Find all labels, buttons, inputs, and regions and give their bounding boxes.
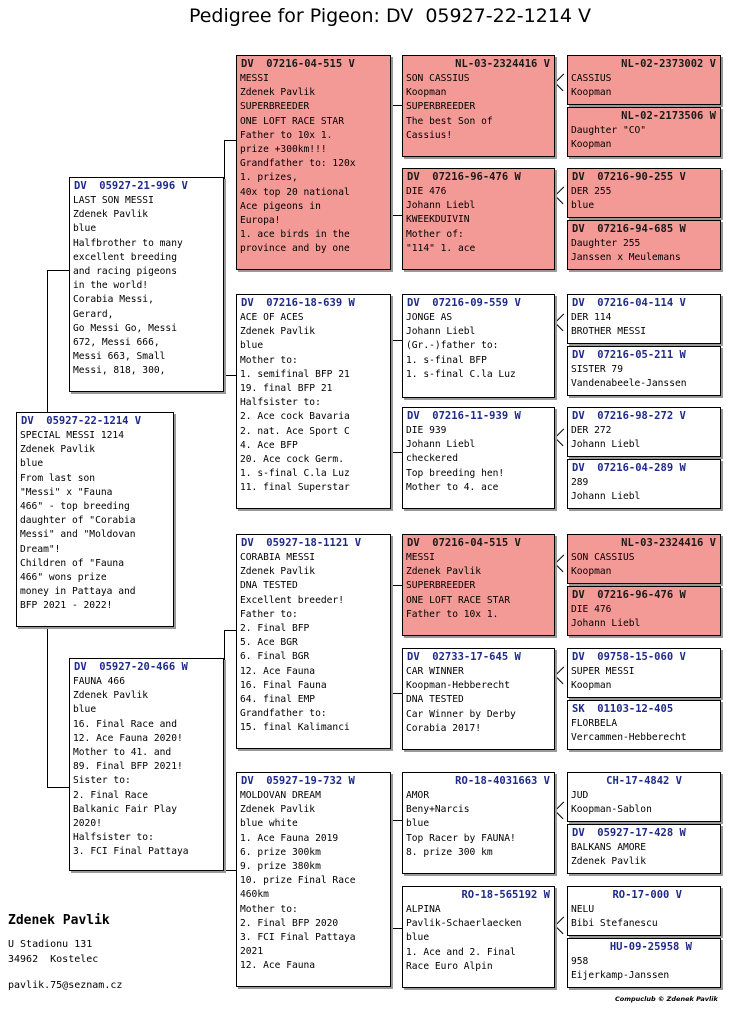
pigeon-info: AMOR Beny+Narcis blue Top Racer by FAUNA! 8. prize 300 km xyxy=(406,790,516,858)
connector-line xyxy=(224,140,236,141)
dam-card[interactable] xyxy=(69,658,224,871)
pigeon-info: LAST SON MESSI Zdenek Pavlik blue Halfbrother to many excellent breeding and racing pigeons in the world! Corabia Messi, Gerard, Go Messi Go, Messi 672, Messi 666, Messi 663, Small Messi, 818, 300, xyxy=(73,195,183,377)
connector-line xyxy=(554,437,563,446)
connector-line xyxy=(390,215,402,216)
connector-line xyxy=(554,322,563,331)
ring-number: DV 07216-04-289 W xyxy=(572,462,686,474)
pigeon-info: DER 255 blue xyxy=(571,186,612,212)
ggg-card-g2a[interactable] xyxy=(567,168,721,218)
connector-line xyxy=(390,340,402,341)
connector-line xyxy=(47,270,69,271)
ggg-card-g5b[interactable] xyxy=(567,586,721,636)
ring-number: DV 05927-22-1214 V xyxy=(21,415,142,427)
pigeon-info: BALKANS AMORE Zdenek Pavlik xyxy=(571,842,647,868)
ggg-card-g2b[interactable] xyxy=(567,220,721,270)
pigeon-info: Daughter 255 Janssen x Meulemans xyxy=(571,238,681,264)
ring-number: HU-09-25958 W xyxy=(609,941,692,953)
connector-line xyxy=(224,375,236,376)
pigeon-info: Daughter "CO" Koopman xyxy=(571,125,647,151)
sire-card[interactable] xyxy=(69,177,224,392)
connector-line xyxy=(47,787,69,788)
pigeon-info: MESSI Zdenek Pavlik SUPERBREEDER ONE LOFT RACE STAR Father to 10x 1. prize +300km!!! Grandfather to: 120x 1. prizes, 40x top 20 national Ace pigeons in Europa! 1. ace birds in the province and by one xyxy=(240,73,356,255)
ring-number: RO-17-000 V xyxy=(612,889,682,901)
ggg-card-g6b[interactable] xyxy=(567,700,721,750)
ring-number: DV 07216-96-476 W xyxy=(407,171,521,183)
ggg-card-g7b[interactable] xyxy=(567,824,721,874)
pigeon-info: SISTER 79 Vandenabeele-Janssen xyxy=(571,364,687,390)
connector-line xyxy=(390,820,402,821)
pigeon-info: SON CASSIUS Koopman SUPERBREEDER The best Son of Cassius! xyxy=(406,73,493,141)
pigeon-info: DER 114 BROTHER MESSI xyxy=(571,312,647,338)
pigeon-info: DIE 939 Johann Liebl checkered Top breeding hen! Mother to 4. ace xyxy=(406,425,505,493)
ring-number: DV 07216-18-639 W xyxy=(241,297,355,309)
connector-line xyxy=(554,195,563,204)
ggg-card-g5a[interactable] xyxy=(567,534,721,584)
connector-line xyxy=(224,870,236,871)
connector-line xyxy=(555,802,564,811)
pigeon-info: JUD Koopman-Sablon xyxy=(571,790,652,816)
ring-number: DV 05927-18-1121 V xyxy=(241,537,362,549)
ring-number: NL-02-2173506 W xyxy=(621,110,716,122)
ggg-card-g7a[interactable] xyxy=(567,772,721,822)
great-grandparent-card-ssd[interactable] xyxy=(402,168,555,270)
ring-number: DV 07216-04-114 V xyxy=(572,297,686,309)
ggg-card-g4a[interactable] xyxy=(567,407,721,457)
connector-line xyxy=(555,555,564,564)
connector-line xyxy=(555,429,564,438)
ring-number: DV 05927-17-428 W xyxy=(572,827,686,839)
pigeon-info: DIE 476 Johann Liebl xyxy=(571,604,641,630)
great-grandparent-card-ddd[interactable] xyxy=(402,886,555,988)
ring-number: DV 07216-96-476 W xyxy=(572,589,686,601)
ring-number: DV 05927-21-996 V xyxy=(74,180,188,192)
connector-line xyxy=(555,187,564,196)
connector-line xyxy=(224,140,225,375)
connector-line xyxy=(47,270,48,412)
ggg-card-g1b[interactable] xyxy=(567,107,721,157)
ring-number: CH-17-4842 V xyxy=(606,775,682,787)
ring-number: NL-02-2373002 V xyxy=(621,58,716,70)
pigeon-info: SON CASSIUS Koopman xyxy=(571,552,635,578)
pigeon-info: 958 Eijerkamp-Janssen xyxy=(571,956,670,982)
ring-number: DV 07216-98-272 V xyxy=(572,410,686,422)
ring-number: DV 07216-94-685 W xyxy=(572,223,686,235)
connector-line xyxy=(554,563,563,572)
pigeon-info: FLORBELA Vercammen-Hebberecht xyxy=(571,718,687,744)
great-grandparent-card-sdd[interactable] xyxy=(402,407,555,509)
connector-line xyxy=(390,105,402,106)
ggg-card-g3a[interactable] xyxy=(567,294,721,344)
pigeon-info: DIE 476 Johann Liebl KWEEKDUIVIN Mother of: "114" 1. ace xyxy=(406,186,476,254)
ggg-card-g6a[interactable] xyxy=(567,648,721,698)
connector-line xyxy=(554,810,563,819)
great-grandparent-card-dds[interactable] xyxy=(402,772,555,874)
ggg-card-g4b[interactable] xyxy=(567,459,721,509)
ring-number: DV 02733-17-645 W xyxy=(407,651,521,663)
ring-number: NL-03-2324416 V xyxy=(455,58,550,70)
ring-number: SK 01103-12-405 xyxy=(572,703,674,715)
ggg-card-g8b[interactable] xyxy=(567,938,721,988)
ring-number: DV 05927-20-466 W xyxy=(74,661,188,673)
great-grandparent-card-dsd[interactable] xyxy=(402,648,555,750)
connector-line xyxy=(555,667,564,676)
pigeon-info: FAUNA 466 Zdenek Pavlik blue 16. Final Race and 12. Ace Fauna 2020! Mother to 41. and 89. Final BFP 2021! Sister to: 2. Final Race Balkanic Fair Play 2020! Halfsister to: 3. FCI Final Pattaya xyxy=(73,676,189,858)
pigeon-info: 289 Johann Liebl xyxy=(571,477,641,503)
ggg-card-g3b[interactable] xyxy=(567,346,721,396)
connector-line xyxy=(390,928,402,929)
subject-card[interactable] xyxy=(16,412,174,627)
connector-line xyxy=(555,917,564,926)
pigeon-info: CAR WINNER Koopman-Hebberecht DNA TESTED Car Winner by Derby Corabia 2017! xyxy=(406,666,516,734)
pigeon-info: JONGE AS Johann Liebl (Gr.-)father to: 1. s-final BFP 1. s-final C.la Luz xyxy=(406,312,516,380)
connector-line xyxy=(555,314,564,323)
ring-number: DV 07216-05-211 W xyxy=(572,349,686,361)
ring-number: DV 07216-04-515 V xyxy=(407,537,521,549)
ring-number: DV 07216-90-255 V xyxy=(572,171,686,183)
connector-line xyxy=(554,675,563,684)
grandparent-card-sd[interactable] xyxy=(236,294,391,509)
connector-line xyxy=(47,627,48,787)
connector-line xyxy=(390,585,402,586)
page-title: Pedigree for Pigeon: DV 05927-22-1214 V xyxy=(188,5,592,27)
pigeon-info: SPECIAL MESSI 1214 Zdenek Pavlik blue From last son "Messi" x "Fauna 466" - top breeding daughter of "Corabia Messi" and "Moldovan Dream"! Children of "Fauna 466" wons prize money in Pattaya and BFP 2021 - 2022! xyxy=(20,430,136,612)
pigeon-info: CORABIA MESSI Zdenek Pavlik DNA TESTED Excellent breeder! Father to: 2. Final BFP 5. Ace BGR 6. Final BGR 12. Ace Fauna 16. Final Fauna 64. final EMP Grandfather to: 15. final Kalimanci xyxy=(240,552,350,734)
ring-number: RO-18-565192 W xyxy=(461,889,550,901)
grandparent-card-dd[interactable] xyxy=(236,772,391,987)
great-grandparent-card-dss[interactable] xyxy=(402,534,555,636)
connector-line xyxy=(555,74,564,83)
ring-number: DV 07216-04-515 V xyxy=(241,58,355,70)
breeder-email[interactable]: pavlik.75@seznam.cz xyxy=(8,980,123,991)
ring-number: DV 07216-09-559 V xyxy=(407,297,521,309)
ggg-card-g8a[interactable] xyxy=(567,886,721,936)
ggg-card-g1a[interactable] xyxy=(567,55,721,105)
pigeon-info: ALPINA Pavlik-Schaerlaecken blue 1. Ace and 2. Final Race Euro Alpin xyxy=(406,904,522,972)
pigeon-info: MOLDOVAN DREAM Zdenek Pavlik blue white 1. Ace Fauna 2019 6. prize 300km 9. prize 380km 10. prize Final Race 460km Mother to: 2. Final BFP 2020 3. FCI Final Pattaya 2021 12. Ace Fauna xyxy=(240,790,356,972)
connector-line xyxy=(554,82,563,91)
ring-number: DV 09758-15-060 V xyxy=(572,651,686,663)
great-grandparent-card-sds[interactable] xyxy=(402,294,555,398)
pigeon-info: CASSIUS Koopman xyxy=(571,73,612,99)
connector-line xyxy=(390,693,402,694)
pigeon-info: MESSI Zdenek Pavlik SUPERBREEDER ONE LOFT RACE STAR Father to 10x 1. xyxy=(406,552,510,620)
breeder-address: U Stadionu 131 34962 Kostelec xyxy=(8,939,99,965)
connector-line xyxy=(554,925,563,934)
grandparent-card-ss[interactable] xyxy=(236,55,391,270)
pigeon-info: NELU Bibi Stefanescu xyxy=(571,904,658,930)
great-grandparent-card-sss[interactable] xyxy=(402,55,555,157)
breeder-name: Zdenek Pavlik xyxy=(8,913,110,928)
grandparent-card-ds[interactable] xyxy=(236,534,391,749)
credit-text: Compuclub © Zdenek Pavlik xyxy=(615,995,718,1003)
connector-line xyxy=(224,630,236,631)
ring-number: NL-03-2324416 V xyxy=(621,537,716,549)
connector-line xyxy=(390,452,402,453)
ring-number: RO-18-4031663 V xyxy=(455,775,550,787)
connector-line xyxy=(224,630,225,870)
ring-number: DV 05927-19-732 W xyxy=(241,775,355,787)
pigeon-info: DER 272 Johann Liebl xyxy=(571,425,641,451)
pigeon-info: SUPER MESSI Koopman xyxy=(571,666,635,692)
pigeon-info: ACE OF ACES Zdenek Pavlik blue Mother to: 1. semifinal BFP 21 19. final BFP 21 Halfsister to: 2. Ace cock Bavaria 2. nat. Ace Sport C 4. Ace BFP 20. Ace cock Germ. 1. s-final C.la Luz 11. final Superstar xyxy=(240,312,350,494)
ring-number: DV 07216-11-939 W xyxy=(407,410,521,422)
